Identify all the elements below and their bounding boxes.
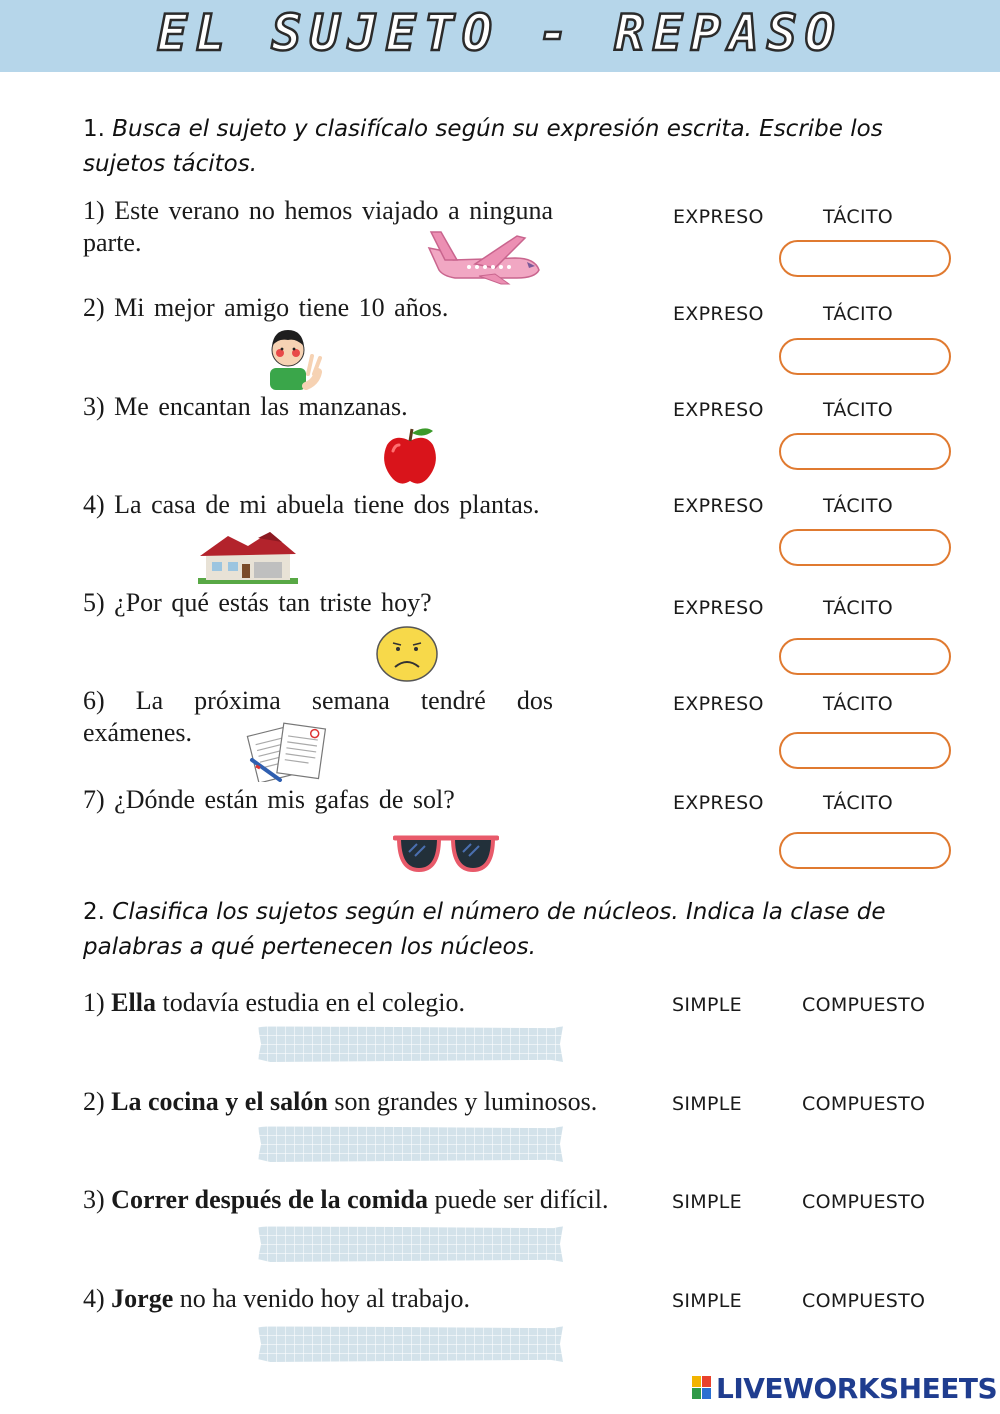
answer-field-5[interactable]	[779, 638, 951, 675]
tacito-option-6[interactable]: TÁCITO	[823, 693, 894, 715]
section1-number: 1.	[83, 116, 105, 142]
sunglasses-icon	[393, 830, 499, 878]
simple-option-1[interactable]: SIMPLE	[672, 994, 742, 1016]
s1-item-2: 2) Mi mejor amigo tiene 10 años.	[83, 293, 449, 322]
airplane-icon	[425, 228, 543, 286]
s2-item-1-number: 1)	[83, 988, 105, 1017]
exam-papers-icon	[246, 722, 328, 782]
expreso-option-4[interactable]: EXPRESO	[673, 495, 764, 517]
apple-icon	[381, 425, 439, 487]
answer-field-1[interactable]	[779, 240, 951, 277]
s1-item-5: 5) ¿Por qué estás tan triste hoy?	[83, 588, 432, 617]
boy-icon	[266, 326, 328, 390]
s1-item-6: 6) La próxima semana tendré dos exámenes.	[83, 686, 553, 747]
expreso-option-1[interactable]: EXPRESO	[673, 206, 764, 228]
s2-item-1-subject: Ella	[111, 988, 156, 1017]
s2-item-3-rest: puede ser difícil.	[427, 1185, 609, 1214]
s1-item-1: 1) Este verano no hemos viajado a ninguna parte.	[83, 196, 553, 257]
expreso-option-6[interactable]: EXPRESO	[673, 693, 764, 715]
s2-item-3-number: 3)	[83, 1185, 105, 1214]
answer-field-s2-2[interactable]	[258, 1126, 563, 1162]
expreso-option-7[interactable]: EXPRESO	[673, 792, 764, 814]
tacito-option-1[interactable]: TÁCITO	[823, 206, 894, 228]
house-icon	[198, 528, 298, 584]
simple-option-4[interactable]: SIMPLE	[672, 1290, 742, 1312]
compuesto-option-4[interactable]: COMPUESTO	[802, 1290, 926, 1312]
tacito-option-7[interactable]: TÁCITO	[823, 792, 894, 814]
s2-item-4	[83, 1283, 628, 1315]
s1-item-3: 3) Me encantan las manzanas.	[83, 392, 408, 421]
answer-field-3[interactable]	[779, 433, 951, 470]
s2-item-4-rest: no ha venido hoy al trabajo.	[173, 1284, 471, 1313]
expreso-option-5[interactable]: EXPRESO	[673, 597, 764, 619]
s2-item-4-subject: Jorge	[111, 1284, 174, 1313]
brand-name[interactable]: LIVEWORKSHEETS	[716, 1372, 998, 1405]
compuesto-option-2[interactable]: COMPUESTO	[802, 1093, 926, 1115]
s2-item-3	[83, 1184, 628, 1216]
section2-instruction-text: Clasifica los sujetos según el número de núcleos. Indica la clase de palabras a qué pertenecen los núcleos.	[83, 899, 886, 960]
compuesto-option-1[interactable]: COMPUESTO	[802, 994, 926, 1016]
s2-item-2	[83, 1086, 628, 1118]
expreso-option-2[interactable]: EXPRESO	[673, 303, 764, 325]
tacito-option-5[interactable]: TÁCITO	[823, 597, 894, 619]
simple-option-3[interactable]: SIMPLE	[672, 1191, 742, 1213]
answer-field-s2-1[interactable]	[258, 1026, 563, 1062]
s2-item-1	[83, 987, 628, 1019]
page-title: EL SUJETO - REPASO	[157, 4, 843, 62]
simple-option-2[interactable]: SIMPLE	[672, 1093, 742, 1115]
section1-instruction-text: Busca el sujeto y clasifícalo según su expresión escrita. Escribe los sujetos tácitos.	[83, 116, 883, 177]
s2-item-1-rest: todavía estudia en el colegio.	[155, 988, 465, 1017]
s2-item-3-subject: Correr después de la comida	[111, 1185, 428, 1214]
s2-item-4-number: 4)	[83, 1284, 105, 1313]
compuesto-option-3[interactable]: COMPUESTO	[802, 1191, 926, 1213]
tacito-option-2[interactable]: TÁCITO	[823, 303, 894, 325]
s2-item-2-rest: son grandes y luminosos.	[327, 1087, 598, 1116]
liveworksheets-logo-icon	[692, 1376, 712, 1400]
answer-field-s2-4[interactable]	[258, 1326, 563, 1362]
tacito-option-3[interactable]: TÁCITO	[823, 399, 894, 421]
s2-item-2-number: 2)	[83, 1087, 105, 1116]
answer-field-7[interactable]	[779, 832, 951, 869]
section2-number: 2.	[83, 899, 105, 925]
s1-item-7: 7) ¿Dónde están mis gafas de sol?	[83, 785, 455, 814]
answer-field-2[interactable]	[779, 338, 951, 375]
answer-field-4[interactable]	[779, 529, 951, 566]
s1-item-4: 4) La casa de mi abuela tiene dos plantas.	[83, 490, 540, 519]
sad-face-icon	[375, 625, 439, 683]
section2-instruction	[83, 895, 913, 965]
answer-field-6[interactable]	[779, 732, 951, 769]
expreso-option-3[interactable]: EXPRESO	[673, 399, 764, 421]
answer-field-s2-3[interactable]	[258, 1226, 563, 1262]
tacito-option-4[interactable]: TÁCITO	[823, 495, 894, 517]
section1-instruction	[83, 112, 913, 182]
s2-item-2-subject: La cocina y el salón	[111, 1087, 328, 1116]
